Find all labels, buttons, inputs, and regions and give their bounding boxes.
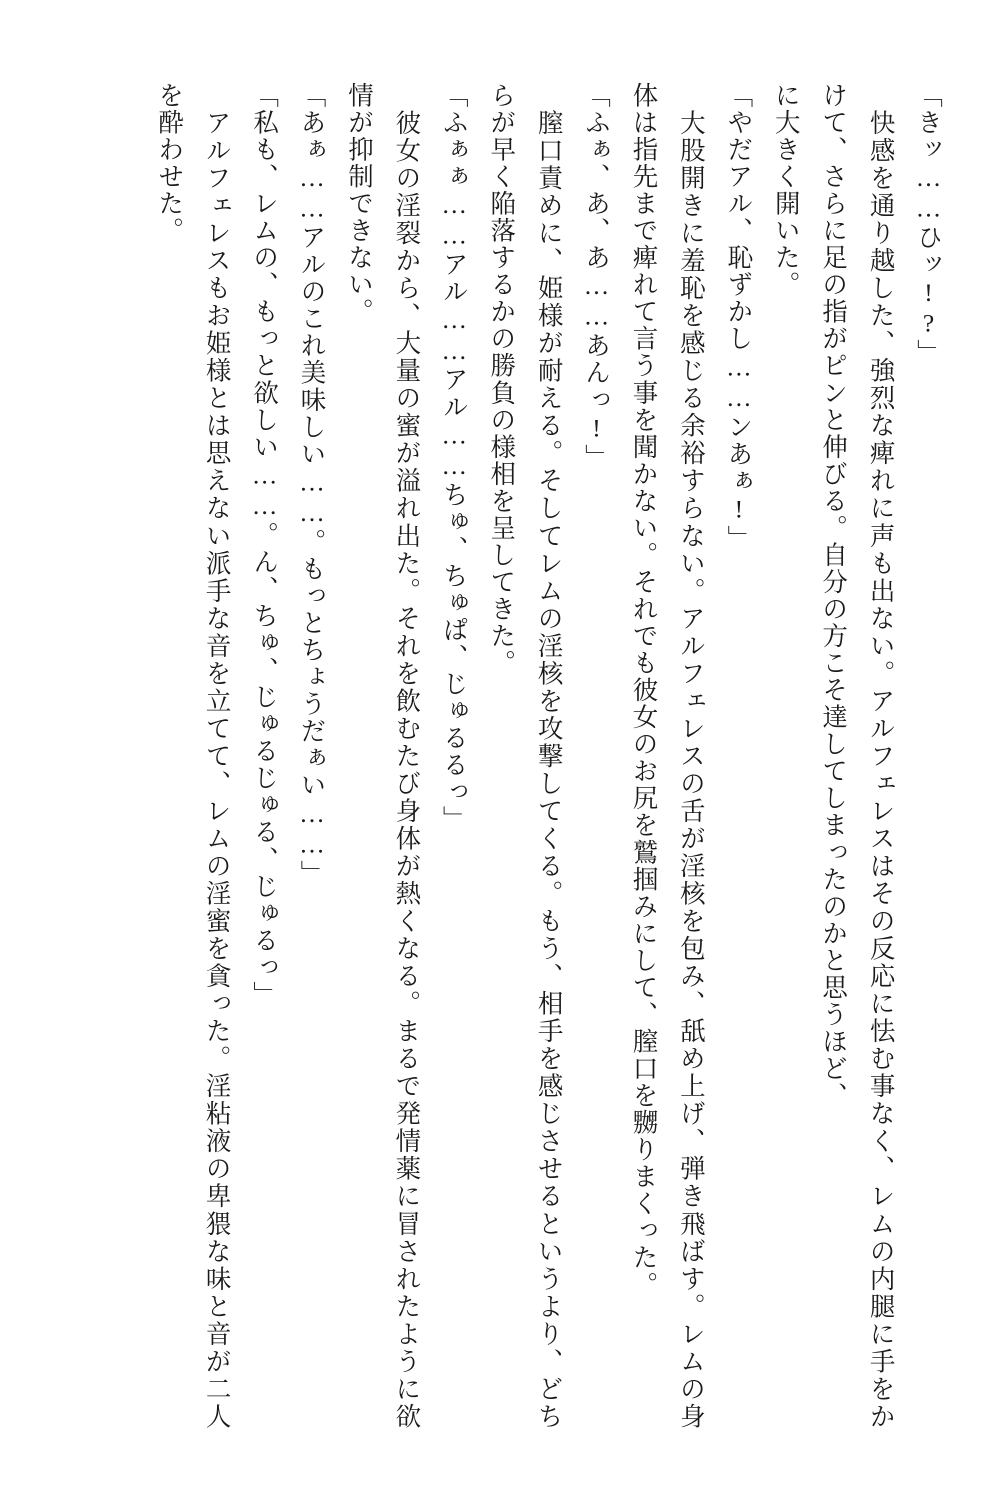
paragraph: 「やだアル、恥ずかし……ンあぁ!」 bbox=[724, 82, 754, 553]
paragraph: アルフェレスもお姫様とは思えない派手な音を立てて、レムの淫蜜を貪った。淫粘液の卑猥な味と音が二人を酔わせた。 bbox=[155, 82, 232, 1430]
paragraph: 「ふぁぁ……アル……アル……ちゅ、ちゅぱ、じゅるるっ」 bbox=[439, 82, 469, 833]
paragraph: 「ふぁ、あ、あ……あんっ!」 bbox=[582, 82, 612, 471]
paragraph: 彼女の淫裂から、大量の蜜が溢れ出た。それを飲むたび身体が熱くなる。まるで発情薬に冒されたように欲情が抑制できない。 bbox=[344, 82, 422, 1430]
paragraph: 「きッ……ひッ!?」 bbox=[914, 82, 943, 367]
paragraph: 「私も、レムの、もっと欲しい……。ん、ちゅ、じゅるじゅる、じゅるっ」 bbox=[250, 82, 280, 1009]
paragraph: 快感を通り越した、強烈な痺れに声も出ない。アルフェレスはその反応に怯む事なく、レムの内腿に手をかけて、さらに足の指がピンと伸びる。自分の方こそ達してしまったのかと思うほど、 bbox=[819, 82, 896, 1430]
paragraph: 膣口責めに、姫様が耐える。そしてレムの淫核を攻撃してくる。もう、相手を感じさせるというより、どちらが早く陥落するかの勝負の様相を呈してきた。 bbox=[487, 82, 564, 1430]
paragraph: 大股開きに羞恥を感じる余裕すらない。アルフェレスの舌が淫核を包み、舐め上げ、弾き飛ばす。レムの身体は指先まで痺れて言う事を聞かない。それでも彼女のお尻を鷲掴みにして、膣口を嬲りまくった。 bbox=[629, 82, 706, 1430]
paragraph: に大きく開いた。 bbox=[771, 82, 801, 299]
paragraph: 「あぁ……アルのこれ美味しい……。もっとちょうだぁい……」 bbox=[297, 82, 327, 887]
vertical-text-body bbox=[48, 82, 952, 1430]
